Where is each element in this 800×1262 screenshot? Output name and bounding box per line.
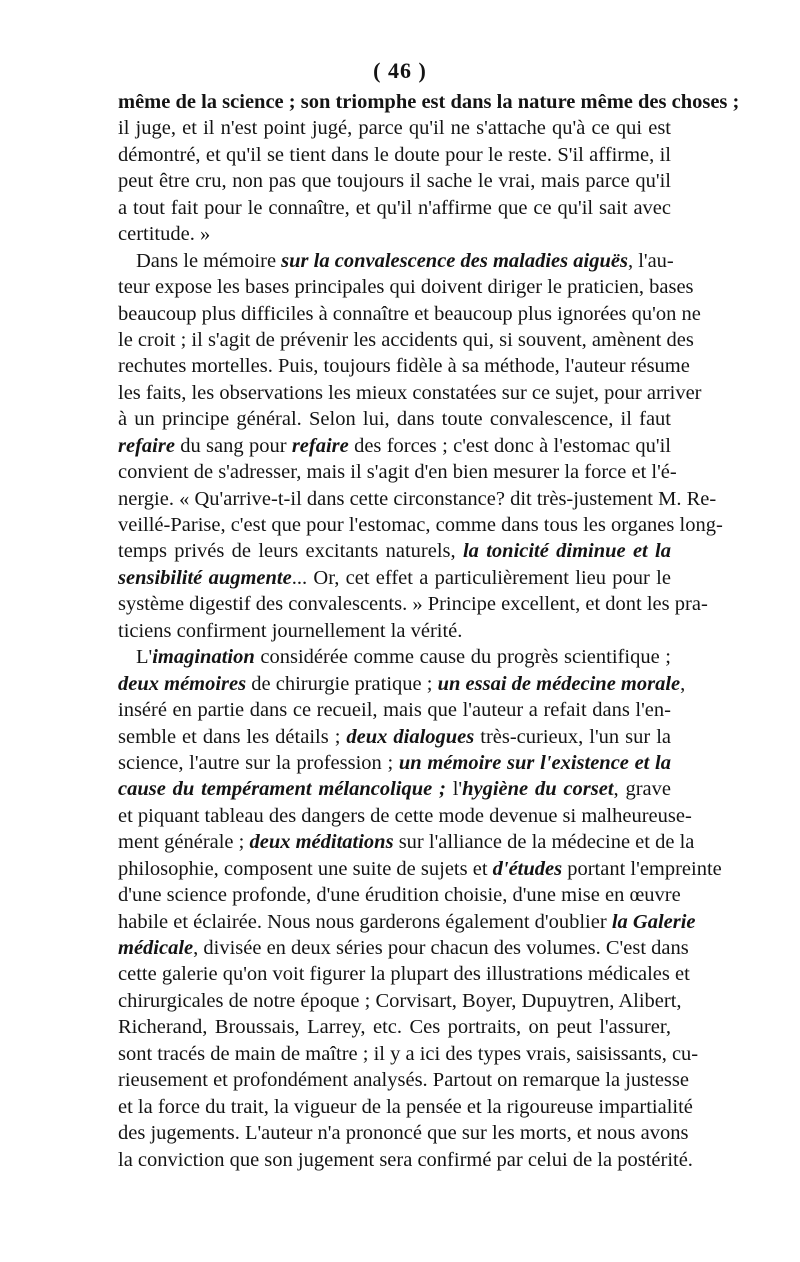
line-text: , divisée en deux séries pour chacun des volumes. C'est dans: [193, 937, 689, 959]
emphasis-text: un mémoire sur l'existence et la: [398, 751, 671, 774]
line-text: démontré, et qu'il se tient dans le doute pour le reste. S'il affirme, il: [118, 143, 671, 166]
line-text: cette galerie qu'on voit figurer la plupart des illustrations médicales et: [118, 963, 690, 986]
text-line: [118, 142, 671, 168]
text-line: [118, 988, 682, 1014]
line-text: Dans le mémoire: [136, 249, 282, 272]
text-line: [118, 829, 695, 855]
page-number: ( 46 ): [373, 58, 427, 83]
line-text: rieusement et profondément analysés. Partout on remarque la justesse: [118, 1069, 689, 1092]
text-line: [118, 803, 692, 829]
line-text: sur l'alliance de la médecine et de la: [393, 831, 695, 854]
text-line: [118, 724, 671, 750]
line-text: rechutes mortelles. Puis, toujours fidèle à sa méthode, l'auteur résume: [118, 355, 690, 378]
text-line: [118, 1067, 689, 1093]
emphasis-text: hygiène du corset: [462, 778, 614, 801]
text-line: [118, 406, 671, 432]
line-text: l': [445, 778, 463, 801]
text-line: [118, 882, 681, 908]
line-text: très-curieux, l'un sur la: [474, 725, 672, 748]
text-line: [118, 486, 717, 512]
text-line: [118, 221, 671, 247]
line-text: il juge, et il n'est point jugé, parce qu'il ne s'attache qu'à ce qui est: [118, 117, 671, 140]
line-text: ... Or, cet effet a particulièrement lieu pour le: [291, 566, 671, 589]
emphasis-text: refaire: [118, 434, 175, 457]
line-text: inséré en partie dans ce recueil, mais que l'auteur a refait dans l'en-: [118, 699, 671, 722]
emphasis-text: sensibilité augmente: [118, 566, 292, 589]
text-line: [118, 89, 740, 115]
line-text: certitude. »: [118, 223, 211, 246]
emphasis-text: médicale: [118, 937, 194, 959]
text-line: [118, 1147, 693, 1173]
text-line: [118, 459, 677, 485]
text-line: [118, 961, 690, 987]
line-text: habile et éclairée. Nous nous garderons également d'oublier: [118, 910, 612, 933]
text-line: [118, 1120, 689, 1146]
text-line: [118, 274, 694, 300]
text-line: [118, 327, 694, 353]
line-text: la conviction que son jugement sera confirmé par celui de la postérité.: [118, 1148, 693, 1171]
line-text: système digestif des convalescents. » Principe excellent, et dont les pra-: [118, 593, 708, 616]
line-text: portant l'empreinte: [562, 857, 722, 880]
line-text: de chirurgie pratique ;: [246, 672, 438, 695]
line-text: même de la science ; son triomphe est dans la nature même des choses ;: [118, 91, 740, 113]
emphasis-text: la tonicité diminue et la: [462, 540, 671, 563]
line-text: L': [136, 646, 153, 669]
emphasis-text: cause du tempérament mélancolique ;: [118, 778, 446, 801]
text-line: [118, 512, 723, 538]
text-line: [118, 433, 671, 459]
line-text: a tout fait pour le connaître, et qu'il n'affirme que ce qu'il sait avec: [118, 196, 671, 219]
line-text: du sang pour: [174, 434, 292, 457]
line-text: teur expose les bases principales qui doivent diriger le praticien, bases: [118, 276, 694, 299]
emphasis-text: un essai de médecine morale: [437, 672, 681, 695]
line-text: science, l'autre sur la profession ;: [118, 751, 399, 774]
line-text: des jugements. L'auteur n'a prononcé que sur les morts, et nous avons: [118, 1122, 689, 1145]
emphasis-text: deux méditations: [249, 831, 394, 854]
text-line: [118, 644, 671, 670]
emphasis-text: d'études: [492, 857, 563, 880]
line-text: chirurgicales de notre époque ; Corvisart, Boyer, Dupuytren, Alibert,: [118, 989, 682, 1012]
line-text: les faits, les observations les mieux constatées sur ce sujet, pour arriver: [118, 381, 702, 404]
text-line: [118, 697, 671, 723]
line-text: semble et dans les détails ;: [118, 725, 347, 748]
line-text: ,: [680, 672, 686, 695]
text-line: [118, 1094, 693, 1120]
text-line: [118, 776, 671, 802]
line-text: des forces ; c'est donc à l'estomac qu'il: [348, 434, 671, 457]
text-line: [118, 591, 708, 617]
line-text: , grave: [613, 778, 671, 801]
text-line: [118, 935, 689, 961]
line-text: veillé-Parise, c'est que pour l'estomac, comme dans tous les organes long-: [118, 514, 723, 536]
line-text: Richerand, Broussais, Larrey, etc. Ces portraits, on peut l'assurer,: [118, 1016, 671, 1039]
emphasis-text: deux dialogues: [346, 725, 475, 748]
text-line: [118, 1014, 671, 1040]
line-text: beaucoup plus difficiles à connaître et beaucoup plus ignorées qu'on ne: [118, 302, 701, 325]
line-text: , l'au-: [627, 249, 674, 272]
emphasis-text: imagination: [152, 646, 255, 669]
text-line: [118, 115, 671, 141]
line-text: d'une science profonde, d'une érudition choisie, d'une mise en œuvre: [118, 884, 681, 907]
text-line: [118, 248, 674, 274]
line-text: et la force du trait, la vigueur de la pensée et la rigoureuse impartialité: [118, 1095, 693, 1118]
text-line: [118, 353, 690, 379]
text-line: [118, 856, 722, 882]
text-line: [118, 301, 701, 327]
emphasis-text: deux mémoires: [118, 672, 247, 695]
line-text: peut être cru, non pas que toujours il sache le vrai, mais parce qu'il: [118, 170, 671, 193]
line-text: ticiens confirment journellement la vérité.: [118, 619, 463, 642]
line-text: sont tracés de main de maître ; il y a ici des types vrais, saisissants, cu-: [118, 1042, 699, 1065]
text-line: [118, 671, 686, 697]
text-line: [118, 618, 671, 644]
text-line: [118, 168, 671, 194]
line-text: temps privés de leurs excitants naturels,: [118, 540, 463, 563]
emphasis-text: refaire: [291, 434, 349, 457]
line-text: ment générale ;: [118, 831, 250, 854]
line-text: à un principe général. Selon lui, dans toute convalescence, il faut: [118, 408, 671, 431]
text-line: [118, 565, 671, 591]
line-text: le croit ; il s'agit de prévenir les accidents qui, si souvent, amènent des: [118, 328, 694, 351]
emphasis-text: la Galerie: [611, 910, 696, 933]
text-line: [118, 909, 696, 935]
text-line: [118, 380, 702, 406]
text-line: [118, 195, 671, 221]
line-text: convient de s'adresser, mais il s'agit d'en bien mesurer la force et l'é-: [118, 461, 677, 484]
line-text: philosophie, composent une suite de sujets et: [118, 857, 493, 880]
text-line: [118, 538, 671, 564]
line-text: considérée comme cause du progrès scientifique ;: [254, 646, 671, 669]
text-line: [118, 750, 671, 776]
emphasis-text: sur la convalescence des maladies aiguës: [281, 249, 628, 272]
text-line: [118, 1041, 699, 1067]
body-text: [118, 89, 740, 1173]
line-text: et piquant tableau des dangers de cette mode devenue si malheureuse-: [118, 804, 692, 827]
line-text: nergie. « Qu'arrive-t-il dans cette circonstance? dit très-justement M. Re-: [118, 487, 717, 510]
